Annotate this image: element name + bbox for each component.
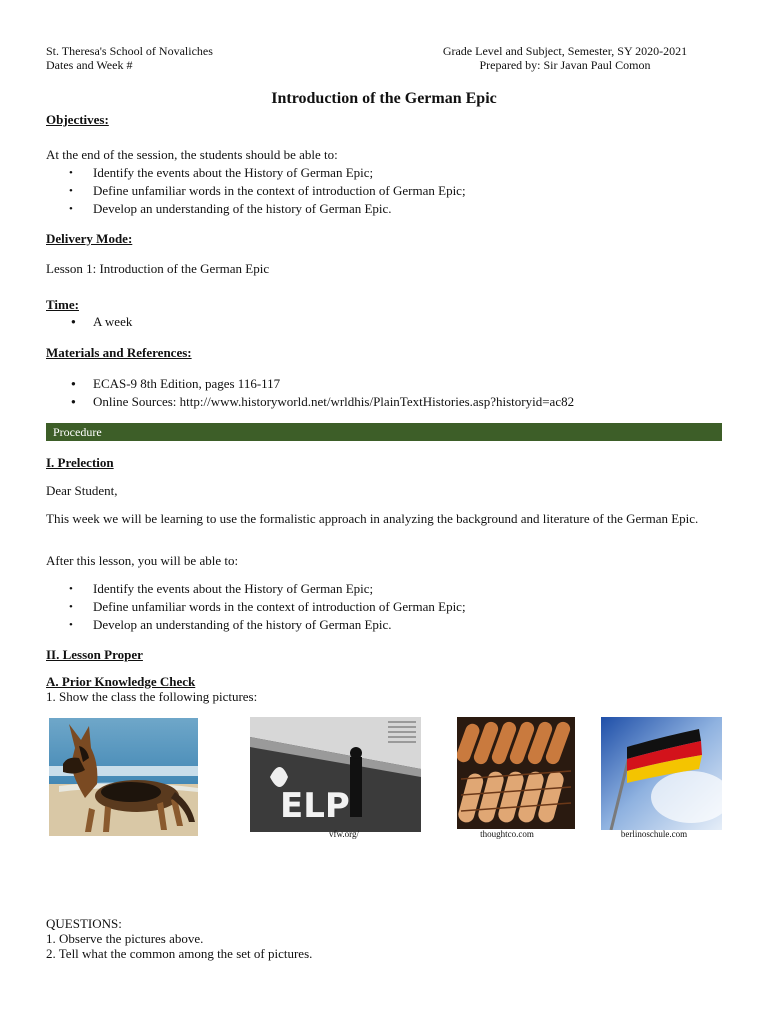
svg-text:ELP: ELP: [280, 786, 350, 826]
prepared-by: Prepared by: Sir Javan Paul Comon: [479, 58, 651, 72]
objectives-intro: At the end of the session, the students should be able to:: [46, 147, 338, 162]
prelection-heading: I. Prelection: [46, 455, 114, 470]
materials-heading: Materials and References:: [46, 345, 192, 360]
berlin-wall-caption: vfw.org/: [329, 829, 359, 839]
berlin-wall-image: [250, 717, 421, 832]
list-item: • Develop an understanding of the history of German Epic.: [46, 200, 466, 218]
sausages-caption: thoughtco.com: [480, 829, 534, 839]
procedure-bar: [46, 423, 722, 441]
list-item: ● ECAS-9 8th Edition, pages 116-117: [46, 375, 574, 393]
prelection-list: [46, 580, 466, 634]
list-item: • Identify the events about the History of German Epic;: [46, 580, 466, 598]
german-flag-photo: [601, 717, 722, 830]
sausages-photo: [457, 717, 575, 829]
question-2: 2. Tell what the common among the set of pictures.: [46, 946, 313, 961]
question-1: 1. Observe the pictures above.: [46, 931, 204, 946]
grade-level: Grade Level and Subject, Semester, SY 2020-2021: [442, 44, 688, 58]
questions-heading: QUESTIONS:: [46, 916, 122, 931]
header-right: [430, 44, 700, 72]
german-flag-image: [601, 717, 722, 830]
dates-week: Dates and Week #: [46, 58, 133, 72]
list-item: ● A week: [46, 313, 132, 331]
german-shepherd-image: [49, 718, 198, 836]
list-item: • Identify the events about the History of German Epic;: [46, 164, 466, 182]
list-item: • Define unfamiliar words in the context of introduction of German Epic;: [46, 182, 466, 200]
lesson-instruction: 1. Show the class the following pictures:: [46, 689, 258, 704]
list-item: • Define unfamiliar words in the context of introduction of German Epic;: [46, 598, 466, 616]
delivery-heading: Delivery Mode:: [46, 231, 133, 246]
time-heading: Time:: [46, 297, 79, 312]
list-item: • Develop an understanding of the history of German Epic.: [46, 616, 466, 634]
school-name: St. Theresa's School of Novaliches: [46, 44, 213, 58]
list-item: ● Online Sources: http://www.historyworld.net/wrldhis/PlainTextHistories.asp?historyid=ac82: [46, 393, 574, 411]
prelection-paragraph-1: This week we will be learning to use the formalistic approach in analyzing the background and literature of the German Epic.: [46, 511, 699, 526]
prelection-paragraph-2: After this lesson, you will be able to:: [46, 553, 239, 568]
objectives-list: [46, 164, 466, 218]
prior-knowledge-heading: A. Prior Knowledge Check: [46, 674, 196, 689]
german-shepherd-photo: [49, 718, 198, 836]
berlin-wall-photo: [250, 717, 421, 832]
delivery-text: Lesson 1: Introduction of the German Epic: [46, 261, 270, 276]
header-left: [46, 44, 213, 72]
time-list: [46, 313, 132, 331]
procedure-label: Procedure: [53, 425, 102, 439]
objectives-heading: Objectives:: [46, 112, 109, 127]
lesson-proper-heading: II. Lesson Proper: [46, 647, 143, 662]
materials-list: [46, 375, 574, 411]
german-flag-caption: berlinoschule.com: [620, 829, 688, 839]
prelection-greeting: Dear Student,: [46, 483, 118, 498]
sausages-image: [457, 717, 575, 829]
page-title: Introduction of the German Epic: [271, 90, 497, 107]
